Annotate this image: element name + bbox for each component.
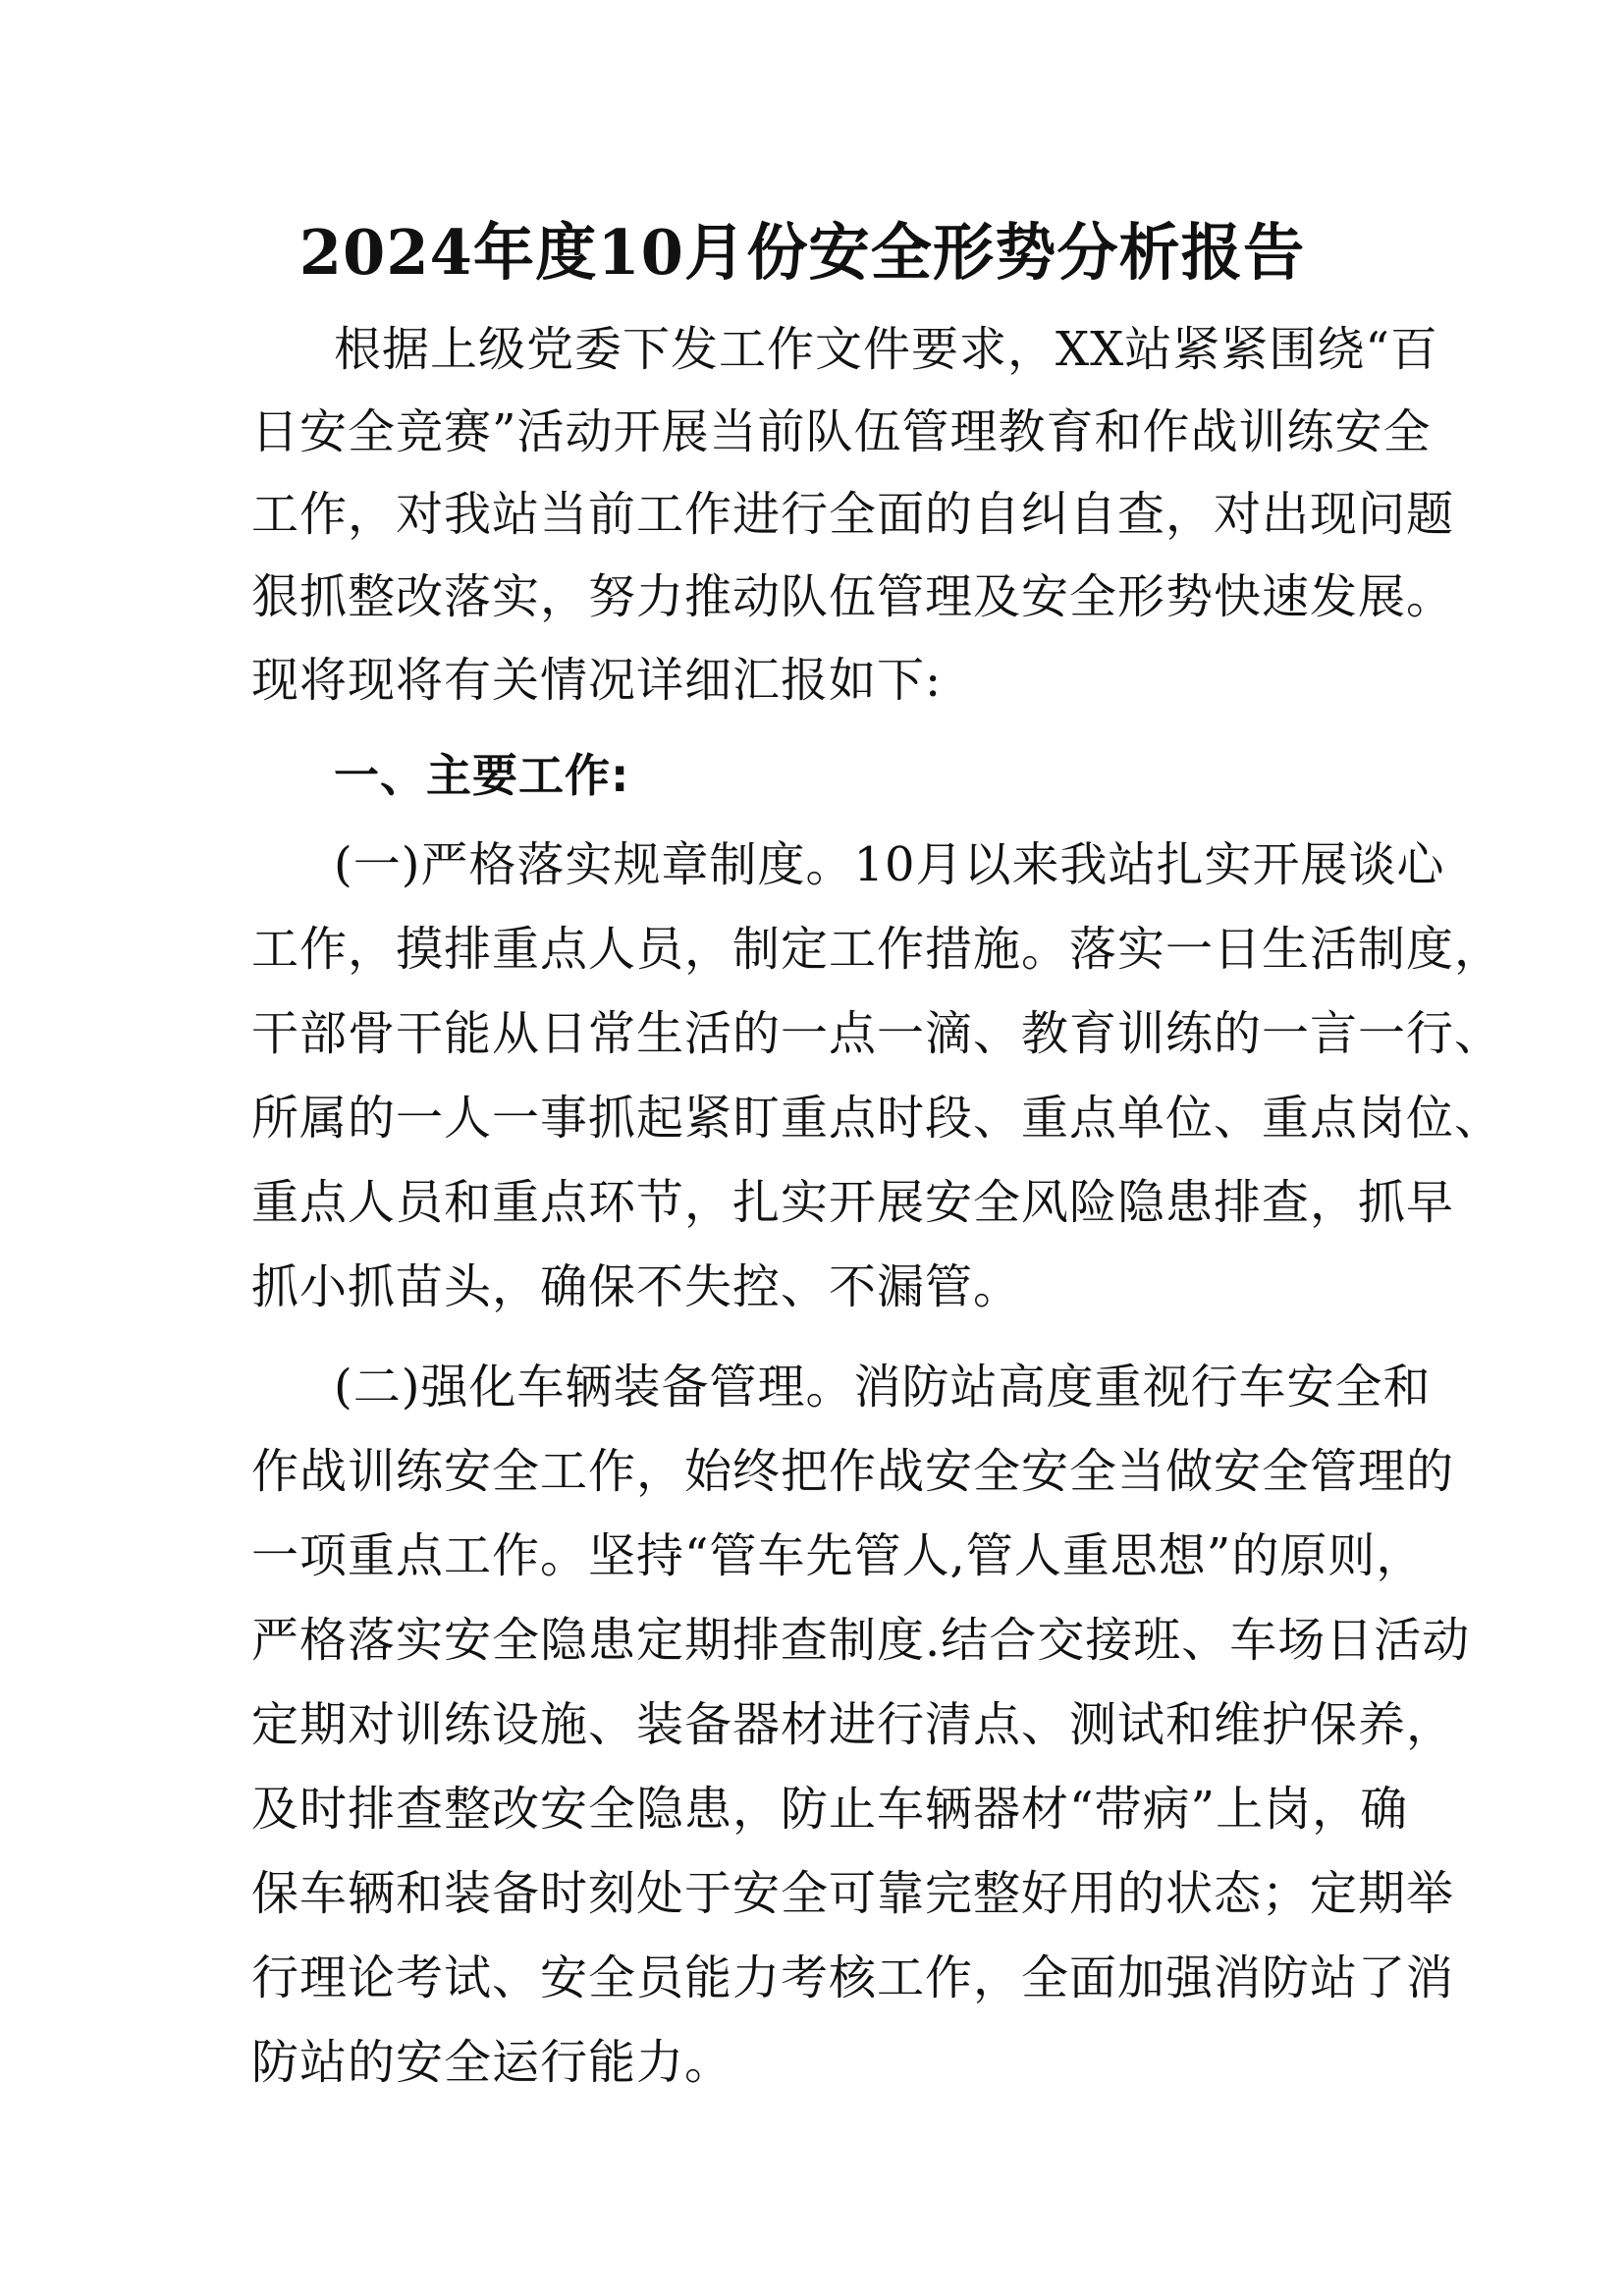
item1-line-1: (一)严格落实规章制度。10月以来我站扎实开展谈心 <box>334 837 1445 892</box>
item2-line-5: 定期对训练设施、装备器材进行清点、测试和维护保养， <box>251 1697 1455 1752</box>
item1-line-3: 干部骨干能从日常生活的一点一滴、教育训练的一言一行、 <box>251 1006 1503 1061</box>
intro-line-2: 日安全竞赛”活动开展当前队伍管理教育和作战训练安全 <box>251 404 1432 459</box>
item2-line-8: 行理论考试、安全员能力考核工作，全面加强消防站了消 <box>251 1950 1455 2005</box>
intro-line-5: 现将现将有关情况详细汇报如下: <box>251 653 943 708</box>
intro-line-1: 根据上级党委下发工作文件要求，XX站紧紧围绕“百 <box>334 322 1438 377</box>
item2-line-1: (二)强化车辆装备管理。消防站高度重视行车安全和 <box>334 1360 1432 1415</box>
document-title: 2024年度10月份安全形势分析报告 <box>298 216 1306 289</box>
item2-line-6: 及时排查整改安全隐患，防止车辆器材“带病”上岗，确 <box>251 1782 1409 1837</box>
item1-line-4: 所属的一人一事抓起紧盯重点时段、重点单位、重点岗位、 <box>251 1091 1503 1146</box>
section-heading: 一、主要工作: <box>334 749 630 802</box>
item2-line-9: 防站的安全运行能力。 <box>251 2035 733 2090</box>
intro-line-4: 狠抓整改落实，努力推动队伍管理及安全形势快速发展。 <box>251 569 1455 624</box>
item2-line-4: 严格落实安全隐患定期排查制度.结合交接班、车场日活动 <box>251 1613 1471 1668</box>
item2-line-3: 一项重点工作。坚持“管车先管人,管人重思想”的原则， <box>251 1528 1425 1583</box>
intro-line-3: 工作，对我站当前工作进行全面的自纠自查，对出现问题 <box>251 487 1455 542</box>
item2-line-2: 作战训练安全工作，始终把作战安全安全当做安全管理的 <box>251 1444 1455 1499</box>
item2-line-7: 保车辆和装备时刻处于安全可靠完整好用的状态；定期举 <box>251 1866 1455 1921</box>
item1-line-2: 工作，摸排重点人员，制定工作措施。落实一日生活制度， <box>251 922 1503 977</box>
item1-line-5: 重点人员和重点环节，扎实开展安全风险隐患排查，抓早 <box>251 1175 1455 1230</box>
item1-line-6: 抓小抓苗头，确保不失控、不漏管。 <box>251 1259 1022 1314</box>
